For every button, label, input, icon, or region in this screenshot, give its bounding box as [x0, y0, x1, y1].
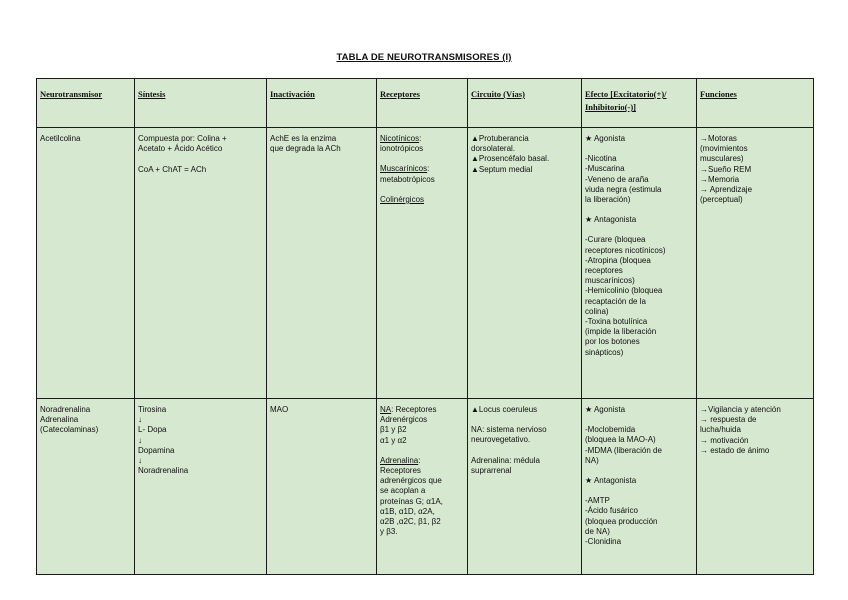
header-funciones: Funciones — [697, 79, 814, 128]
cell-receptores: Nicotínicos: ionotrópicos Muscarínicos: metabotrópicos Colinérgicos — [377, 128, 468, 399]
header-sintesis: Síntesis — [135, 79, 267, 128]
arrow-down-icon: ↓ — [138, 415, 142, 425]
cell-efecto: ★ Agonista -Nicotina -Muscarina -Veneno de araña viuda negra (estimula la liberación) ★ Antagonista -Curare (bloquea receptores nicotínicos) -Atropina (bloquea receptores muscarínicos) -Hemicolinio (bloquea recaptación de la colina) -Toxina botulínica (impide la liberación por los botones sinápticos) — [582, 128, 697, 399]
header-inactivacion: Inactivación — [267, 79, 377, 128]
cell-neurotransmisor: Noradrenalina Adrenalina (Catecolaminas) — [37, 399, 135, 575]
cell-funciones: →Motoras (movimientos musculares) →Sueño REM →Memoria → Aprendizaje (perceptual) — [697, 128, 814, 399]
cell-neurotransmisor: Acetilcolina — [37, 128, 135, 399]
header-efecto: Efecto [Excitatorio(+)/ Inhibitorio(-)] — [582, 79, 697, 128]
header-neurotransmisor: Neurotransmisor — [37, 79, 135, 128]
neurotransmitter-table — [36, 78, 814, 575]
header-row — [37, 79, 814, 128]
header-circuito: Circuito (Vías) — [468, 79, 582, 128]
arrow-down-icon: ↓ — [138, 456, 142, 466]
table-row — [37, 128, 814, 399]
cell-receptores: NA: Receptores Adrenérgicos β1 y β2 α1 y α2 Adrenalina: Receptores adrenérgicos que se acoplan a proteínas G; α1A, α1B, α1D, α2A, α2B ,α2C, β1, β2 y β3. — [377, 399, 468, 575]
cell-sintesis: Tirosina ↓ L- Dopa ↓ Dopamina ↓ Noradrenalina — [135, 399, 267, 575]
cell-funciones: →Vigilancia y atención → respuesta de lucha/huida → motivación → estado de ánimo — [697, 399, 814, 575]
cell-efecto: ★ Agonista -Moclobemida (bloquea la MAO-A) -MDMA (liberación de NA) ★ Antagonista -AMTP -Ácido fusárico (bloquea producción de NA) -Clonidina — [582, 399, 697, 575]
page-title: TABLA DE NEUROTRANSMISORES (I) — [336, 52, 512, 63]
cell-inactivacion: AchE es la enzima que degrada la ACh — [267, 128, 377, 399]
cell-inactivacion: MAO — [267, 399, 377, 575]
cell-circuito: ▲Protuberancia dorsolateral. ▲Prosencéfalo basal. ▲Septum medial — [468, 128, 582, 399]
table-row — [37, 399, 814, 575]
cell-circuito: ▲Locus coeruleus NA: sistema nervioso neurovegetativo. Adrenalina: médula suprarrenal — [468, 399, 582, 575]
header-receptores: Receptores — [377, 79, 468, 128]
cell-sintesis: Compuesta por: Colina + Acetato + Ácido Acético CoA + ChAT = ACh — [135, 128, 267, 399]
arrow-down-icon: ↓ — [138, 435, 142, 445]
